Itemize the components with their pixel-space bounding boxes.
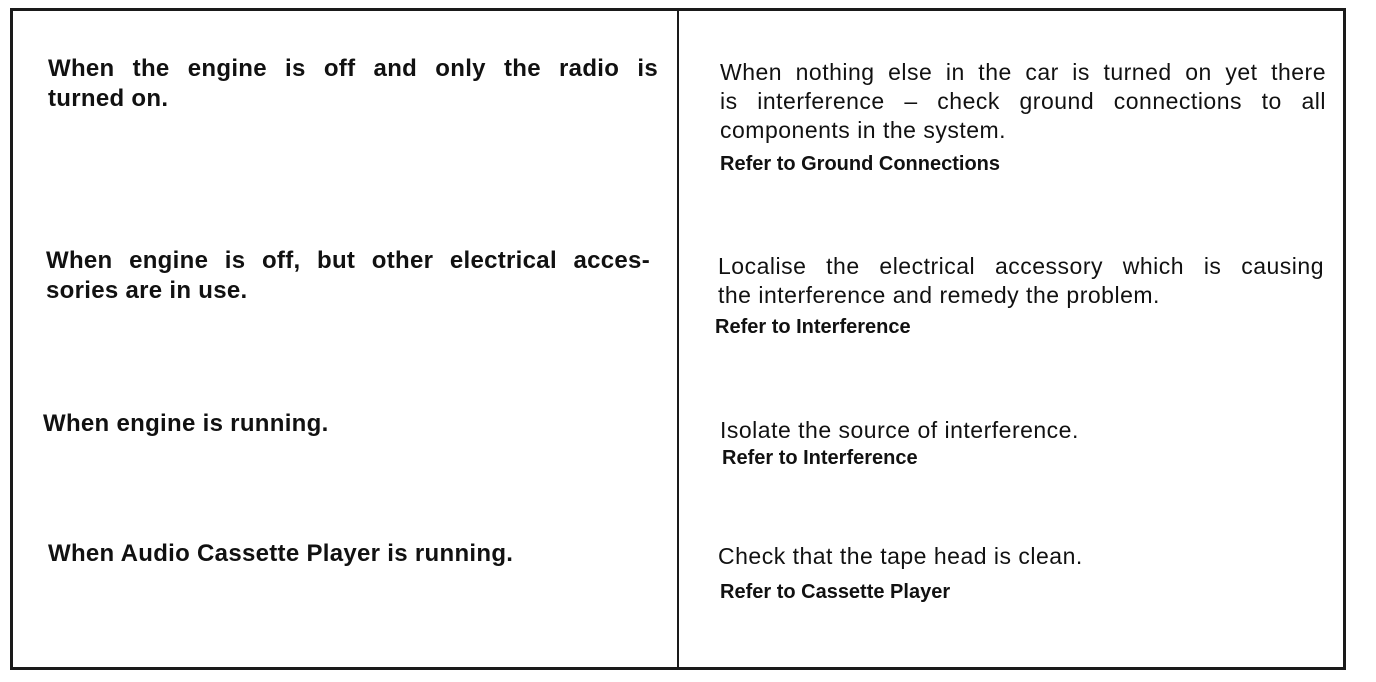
condition-cell bbox=[43, 409, 643, 439]
remedy-line: Isolate the source of interference. bbox=[720, 417, 1079, 443]
condition-cell bbox=[48, 539, 648, 569]
condition-line: When engine is off, but other electrical acces- bbox=[46, 247, 650, 274]
reference-link: Refer to Ground Connections bbox=[720, 153, 1000, 175]
remedy-cell bbox=[718, 542, 1324, 571]
condition-cell bbox=[46, 246, 650, 306]
remedy-line: is interference – check ground connections to all bbox=[720, 88, 1326, 114]
remedy-line: Localise the electrical accessory which is causing bbox=[718, 253, 1324, 279]
reference-link: Refer to Interference bbox=[715, 316, 911, 338]
remedy-line: When nothing else in the car is turned on yet there bbox=[720, 59, 1326, 85]
remedy-line: the interference and remedy the problem. bbox=[718, 282, 1160, 308]
condition-line: When the engine is off and only the radio is bbox=[48, 55, 658, 82]
reference-link: Refer to Interference bbox=[722, 447, 918, 469]
condition-line: sories are in use. bbox=[46, 277, 248, 304]
column-divider bbox=[677, 8, 679, 670]
remedy-line: Check that the tape head is clean. bbox=[718, 543, 1083, 569]
reference-link: Refer to Cassette Player bbox=[720, 581, 951, 603]
condition-line: turned on. bbox=[48, 85, 169, 112]
remedy-cell bbox=[718, 252, 1324, 310]
remedy-line: components in the system. bbox=[720, 117, 1007, 143]
condition-cell bbox=[48, 54, 658, 114]
remedy-cell bbox=[720, 58, 1326, 145]
condition-line: When engine is running. bbox=[43, 410, 329, 437]
remedy-cell bbox=[720, 416, 1326, 445]
condition-line: When Audio Cassette Player is running. bbox=[48, 540, 514, 567]
